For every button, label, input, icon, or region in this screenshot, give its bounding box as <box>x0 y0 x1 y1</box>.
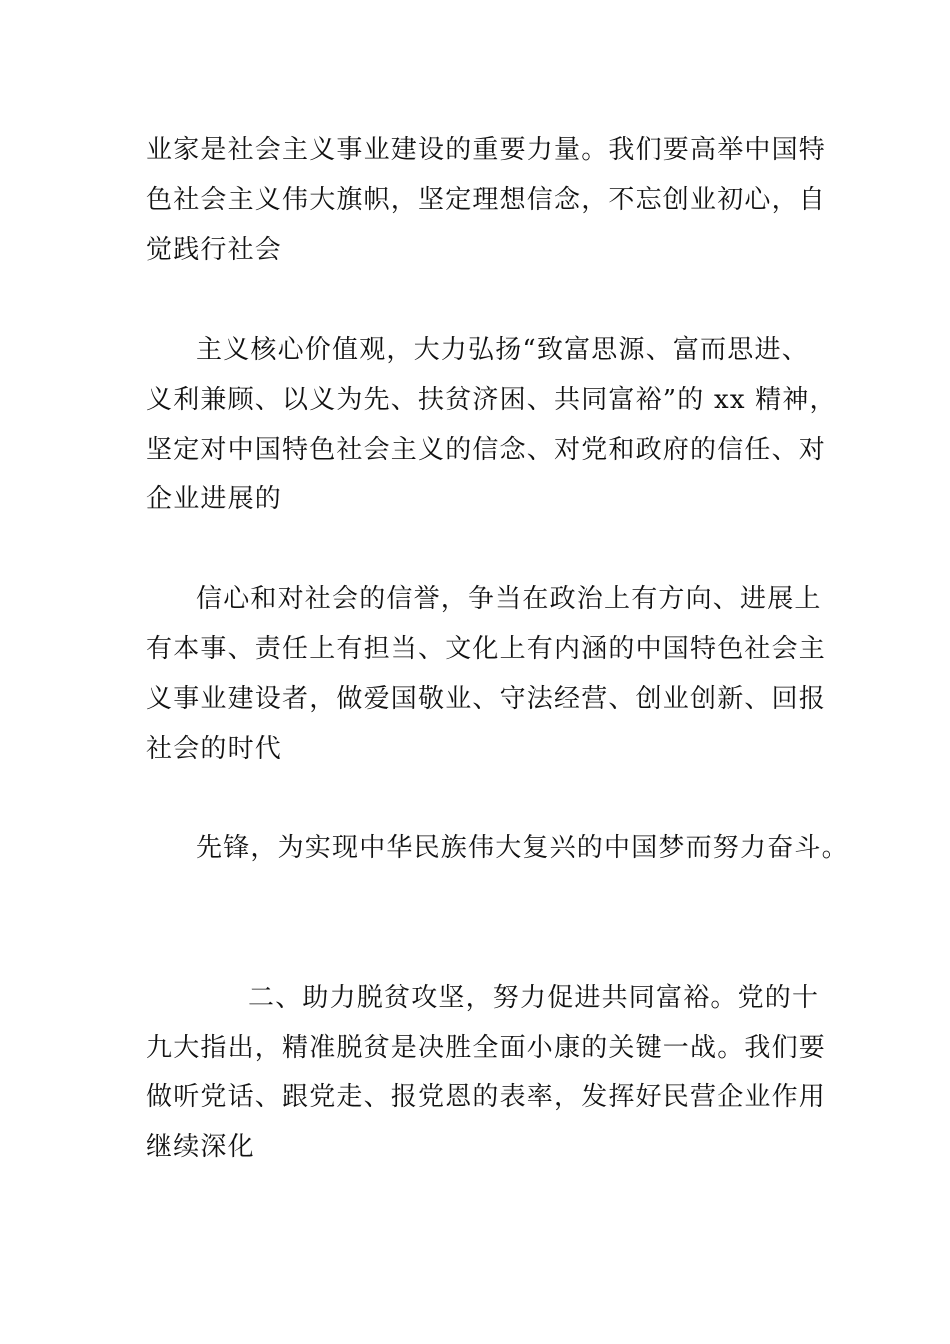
paragraph-5-line-4: 继续深化 <box>146 1132 255 1162</box>
paragraph-2-line-1: 主义核心价值观，大力弘扬“致富思源、富而思进、 <box>196 335 809 365</box>
paragraph-1-line-2: 色社会主义伟大旗帜，坚定理想信念，不忘创业初心，自 <box>146 185 827 215</box>
paragraph-2-line-4: 企业进展的 <box>146 484 283 514</box>
paragraph-4-line-1: 先锋，为实现中华民族伟大复兴的中国梦而努力奋斗。 <box>196 833 849 863</box>
paragraph-5-line-1: 二、助力脱贫攻坚，努力促进共同富裕。党的十 <box>248 983 820 1013</box>
paragraph-3-line-4: 社会的时代 <box>146 734 283 764</box>
paragraph-2-line-3: 坚定对中国特色社会主义的信念、对党和政府的信任、对 <box>146 435 827 465</box>
paragraph-2-line-2: 义利兼顾、以义为先、扶贫济困、共同富裕”的 xx 精神， <box>146 385 837 415</box>
paragraph-3-line-1: 信心和对社会的信誉，争当在政治上有方向、进展上 <box>196 584 822 614</box>
paragraph-3-line-3: 义事业建设者，做爱国敬业、守法经营、创业创新、回报 <box>146 684 827 714</box>
paragraph-5-line-3: 做听党话、跟党走、报党恩的表率，发挥好民营企业作用 <box>146 1082 827 1112</box>
paragraph-1-line-3: 觉践行社会 <box>146 235 283 265</box>
paragraph-1-line-1: 业家是社会主义事业建设的重要力量。我们要高举中国特 <box>146 135 827 165</box>
paragraph-3-line-2: 有本事、责任上有担当、文化上有内涵的中国特色社会主 <box>146 634 827 664</box>
paragraph-5-line-2: 九大指出，精准脱贫是决胜全面小康的关键一战。我们要 <box>146 1033 827 1063</box>
